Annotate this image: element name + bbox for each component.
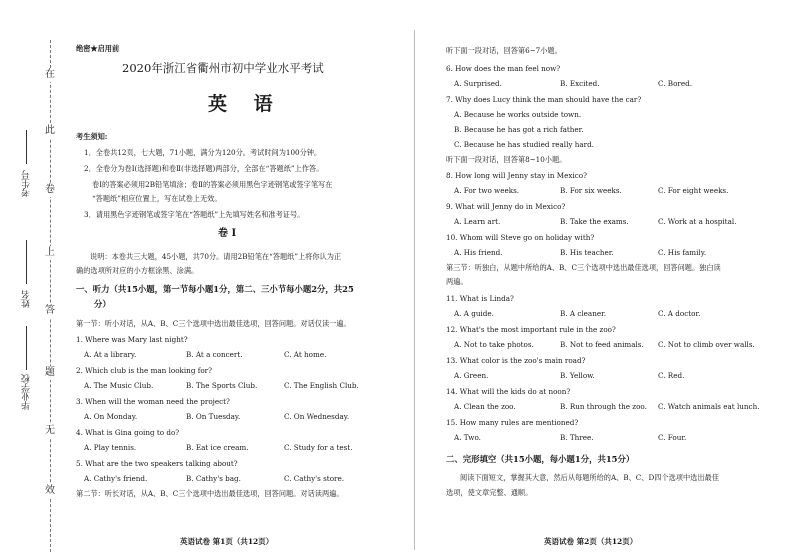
- option: A. Clean the zoo.: [454, 402, 516, 411]
- binding-char: 在: [45, 69, 55, 80]
- section1-heading: 分）: [94, 299, 111, 309]
- candidate-number-label: 考生号: [22, 170, 32, 197]
- option-row: [440, 340, 780, 350]
- part3-instruction: 两遍。: [446, 277, 468, 286]
- option: B. Three.: [560, 433, 594, 442]
- option: A. Cathy's friend.: [84, 474, 148, 483]
- candidate-number-line: [26, 130, 27, 164]
- name-label: 姓名: [22, 290, 32, 308]
- option: B. At a concert.: [186, 350, 243, 359]
- page-footer: 英语试卷 第2页（共12页）: [544, 537, 638, 546]
- instruction-line: 确的选项所对应的小方框涂黑、涂满。: [76, 266, 199, 275]
- option: B. Take the exams.: [560, 217, 629, 226]
- option-row: [440, 433, 780, 443]
- listening-intro: 听下面一段对话，回答第6~7小题。: [446, 46, 562, 55]
- option-row: [440, 371, 780, 381]
- section2-instruction: 选项，使文章完整、通顺。: [446, 488, 533, 497]
- option: C. At home.: [284, 350, 327, 359]
- option: A. Two.: [454, 433, 481, 442]
- school-label: 毕业学校: [22, 374, 32, 410]
- option: A. Play tennis.: [84, 443, 137, 452]
- option: A. Because he works outside town.: [454, 110, 582, 119]
- option: A. A guide.: [454, 309, 494, 318]
- binding-char: 卷: [45, 184, 55, 195]
- option: A. Surprised.: [454, 79, 502, 88]
- option: B. A cleaner.: [560, 309, 607, 318]
- question: 10. Whom will Steve go on holiday with?: [446, 233, 595, 242]
- question: 15. How many rules are mentioned?: [446, 418, 579, 427]
- option: C. Four.: [658, 433, 687, 442]
- option: A. Learn art.: [454, 217, 501, 226]
- option: B. His teacher.: [560, 248, 614, 257]
- option: B. Because he has got a rich father.: [454, 125, 584, 134]
- notice-line: 3．请用黑色字迹钢笔或签字笔在“答题纸”上先填写姓名和准考证号。: [84, 210, 305, 219]
- subject-title: 英 语: [208, 93, 283, 115]
- option: B. The Sports Club.: [186, 381, 258, 390]
- part3-instruction: 第三节：听独白，从题中所给的A、B、C三个选项中选出最佳选项，回答问题。独白读: [446, 263, 721, 272]
- question: 11. What is Linda?: [446, 294, 514, 303]
- exam-page-1: [70, 0, 410, 560]
- question: 14. What will the kids do at noon?: [446, 387, 571, 396]
- section2-heading: 二、完形填空（共15小题，每小题1分，共15分）: [446, 454, 635, 464]
- option: A. The Music Club.: [84, 381, 154, 390]
- option: C. On Wednesday.: [284, 412, 350, 421]
- option: B. Excited.: [560, 79, 600, 88]
- question: 6. How does the man feel now?: [446, 64, 561, 73]
- instruction-line: 说明：本卷共三大题，45小题，共70分。请用2B铅笔在“答题纸”上将你认为正: [90, 252, 342, 261]
- option: C. Not to climb over walls.: [658, 340, 755, 349]
- option: C. Because he has studied really hard.: [454, 140, 594, 149]
- question: 13. What color is the zoo's main road?: [446, 356, 586, 365]
- option: A. Green.: [454, 371, 489, 380]
- question: 2. Which club is the man looking for?: [76, 366, 212, 375]
- part1-instruction: 第一节：听小对话，从A、B、C三个选项中选出最佳选项，回答问题。对话仅读一遍。: [76, 319, 351, 328]
- option: B. On Tuesday.: [186, 412, 241, 421]
- option: A. Not to take photos.: [454, 340, 534, 349]
- option: C. The English Club.: [284, 381, 359, 390]
- question: 4. What is Gina going to do?: [76, 428, 180, 437]
- page-footer: 英语试卷 第1页（共12页）: [180, 537, 274, 546]
- section1-heading: 一、听力（共15小题，第一节每小题1分，第二、三小节每小题2分，共25: [76, 284, 354, 294]
- option: B. Not to feed animals.: [560, 340, 644, 349]
- option-row: [70, 412, 410, 422]
- binding-char: 答: [45, 305, 55, 316]
- question: 3. When will the woman need the project?: [76, 397, 230, 406]
- question: 7. Why does Lucy think the man should have the car?: [446, 95, 642, 104]
- option: A. At a library.: [84, 350, 137, 359]
- option-row: [440, 402, 780, 412]
- exam-title: 2020年浙江省衢州市初中学业水平考试: [122, 61, 324, 75]
- section2-instruction: 阅读下面短文，掌握其大意，然后从每题所给的A、B、C、D四个选项中选出最佳: [460, 473, 719, 482]
- option-row: [440, 217, 780, 227]
- question: 1. Where was Mary last night?: [76, 335, 188, 344]
- binding-dashed-line: [50, 40, 51, 552]
- notice-line: 2．全卷分为卷Ⅰ(选择题)和卷Ⅱ(非选择题)两部分，全部在“答题纸”上作答。: [84, 164, 324, 173]
- option-row: [440, 79, 780, 89]
- binding-char: 效: [45, 485, 55, 496]
- school-line: [26, 326, 27, 370]
- notice-line: 1．全卷共12页，七大题，71小题，满分为120分。考试时间为100分钟。: [84, 148, 322, 157]
- option: C. His family.: [658, 248, 707, 257]
- option: A. On Monday.: [84, 412, 138, 421]
- page-divider: [414, 30, 415, 550]
- option: C. Red.: [658, 371, 685, 380]
- option: C. A doctor.: [658, 309, 701, 318]
- option: B. Run through the zoo.: [560, 402, 647, 411]
- binding-char: 上: [45, 247, 55, 258]
- binding-char: 此: [45, 125, 55, 136]
- binding-char: 题: [45, 367, 55, 378]
- notice-line: 卷Ⅰ的答案必须用2B铅笔填涂；卷Ⅱ的答案必须用黑色字迹钢笔或签字笔写在: [92, 180, 333, 189]
- option-row: [440, 186, 780, 196]
- option: B. For six weeks.: [560, 186, 622, 195]
- binding-char: 无: [45, 425, 55, 436]
- option: C. Study for a test.: [284, 443, 353, 452]
- question: 9. What will Jenny do in Mexico?: [446, 202, 566, 211]
- option: C. Work at a hospital.: [658, 217, 737, 226]
- exam-page-2: [440, 0, 780, 560]
- question: 5. What are the two speakers talking about?: [76, 459, 238, 468]
- option: B. Yellow.: [560, 371, 595, 380]
- option-row: [70, 381, 410, 391]
- volume-title: 卷 Ⅰ: [218, 228, 237, 239]
- option-row: [440, 309, 780, 319]
- question: 8. How long will Jenny stay in Mexico?: [446, 171, 587, 180]
- option: B. Eat ice cream.: [186, 443, 249, 452]
- option: C. Watch animals eat lunch.: [658, 402, 760, 411]
- notice-title: 考生须知:: [76, 132, 108, 141]
- option: C. Bored.: [658, 79, 692, 88]
- option: C. For eight weeks.: [658, 186, 729, 195]
- option-row: [70, 474, 410, 484]
- question: 12. What's the most important rule in the zoo?: [446, 325, 616, 334]
- option: A. For two weeks.: [454, 186, 520, 195]
- part2-instruction: 第二节：听长对话，从A、B、C三个选项中选出最佳选项，回答问题。对话读两遍。: [76, 489, 344, 498]
- option-row: [440, 248, 780, 258]
- option: B. Cathy's bag.: [186, 474, 241, 483]
- binding-margin: [0, 0, 70, 560]
- listening-intro: 听下面一段对话，回答第8~10小题。: [446, 155, 567, 164]
- option-row: [70, 350, 410, 360]
- name-line: [26, 240, 27, 284]
- secret-mark: 绝密★启用前: [76, 44, 120, 53]
- option: A. His friend.: [454, 248, 503, 257]
- notice-line: “答题纸”相应位置上，写在试卷上无效。: [92, 194, 222, 203]
- option: C. Cathy's store.: [284, 474, 345, 483]
- option-row: [70, 443, 410, 453]
